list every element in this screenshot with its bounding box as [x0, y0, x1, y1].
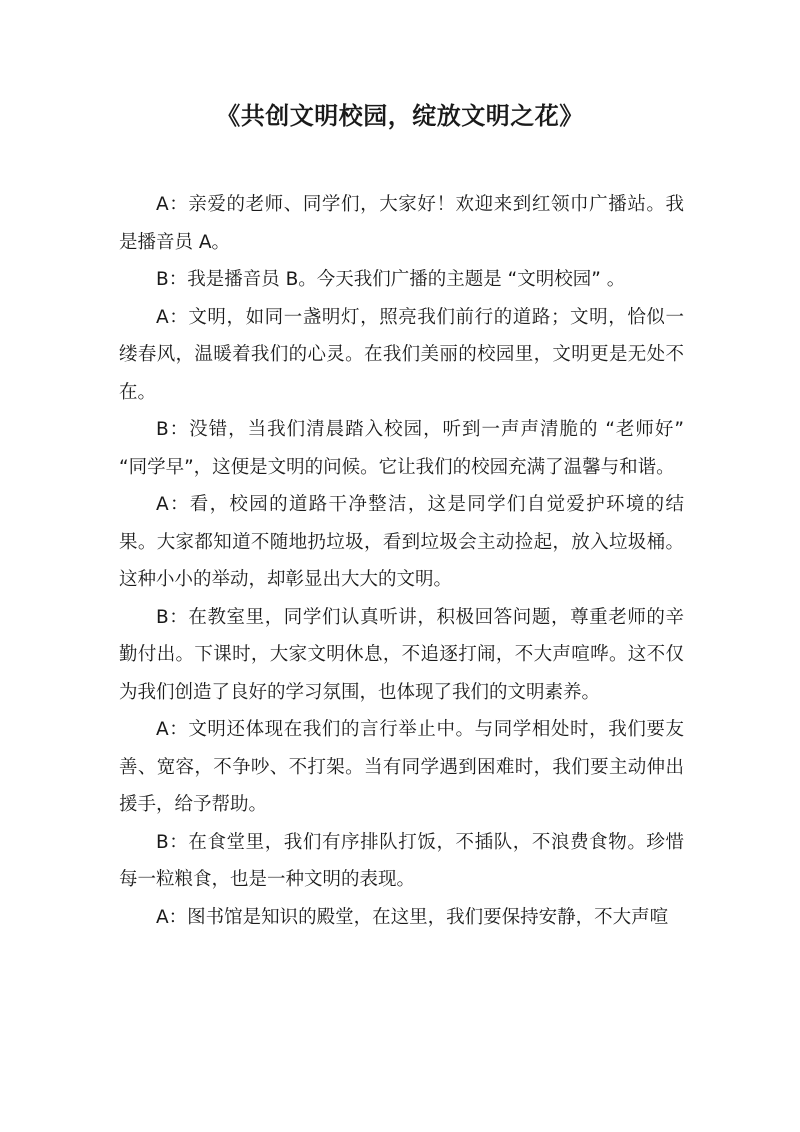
- document-body: [119, 186, 684, 936]
- paragraph: A：看，校园的道路干净整洁，这是同学们自觉爱护环境的结果。大家都知道不随地扔垃圾，看到垃圾会主动捡起，放入垃圾桶。这种小小的举动，却彰显出大大的文明。: [119, 494, 684, 590]
- paragraph: A：亲爱的老师、同学们，大家好！欢迎来到红领巾广播站。我是播音员 A。: [119, 194, 684, 253]
- paragraph: B：在食堂里，我们有序排队打饭，不插队，不浪费食物。珍惜每一粒粮食，也是一种文明的表现。: [119, 831, 684, 890]
- paragraph: B：没错，当我们清晨踏入校园，听到一声声清脆的 “老师好” “同学早”，这便是文明的问候。它让我们的校园充满了温馨与和谐。: [119, 419, 684, 478]
- document-title: 《共创文明校园，绽放文明之花》: [216, 102, 584, 130]
- paragraph: B：我是播音员 B。今天我们广播的主题是 “文明校园” 。: [156, 269, 626, 290]
- paragraph: A：文明还体现在我们的言行举止中。与同学相处时，我们要友善、宽容，不争吵、不打架。当有同学遇到困难时，我们要主动伸出援手，给予帮助。: [119, 719, 684, 815]
- paragraph: A：图书馆是知识的殿堂，在这里，我们要保持安静，不大声喧: [156, 906, 669, 928]
- paragraph: B：在教室里，同学们认真听讲，积极回答问题，尊重老师的辛勤付出。下课时，大家文明休息，不追逐打闹，不大声喧哗。这不仅为我们创造了良好的学习氛围，也体现了我们的文明素养。: [119, 606, 684, 703]
- paragraph: A：文明，如同一盏明灯，照亮我们前行的道路；文明，恰似一缕春风，温暖着我们的心灵。在我们美丽的校园里，文明更是无处不在。: [119, 306, 684, 403]
